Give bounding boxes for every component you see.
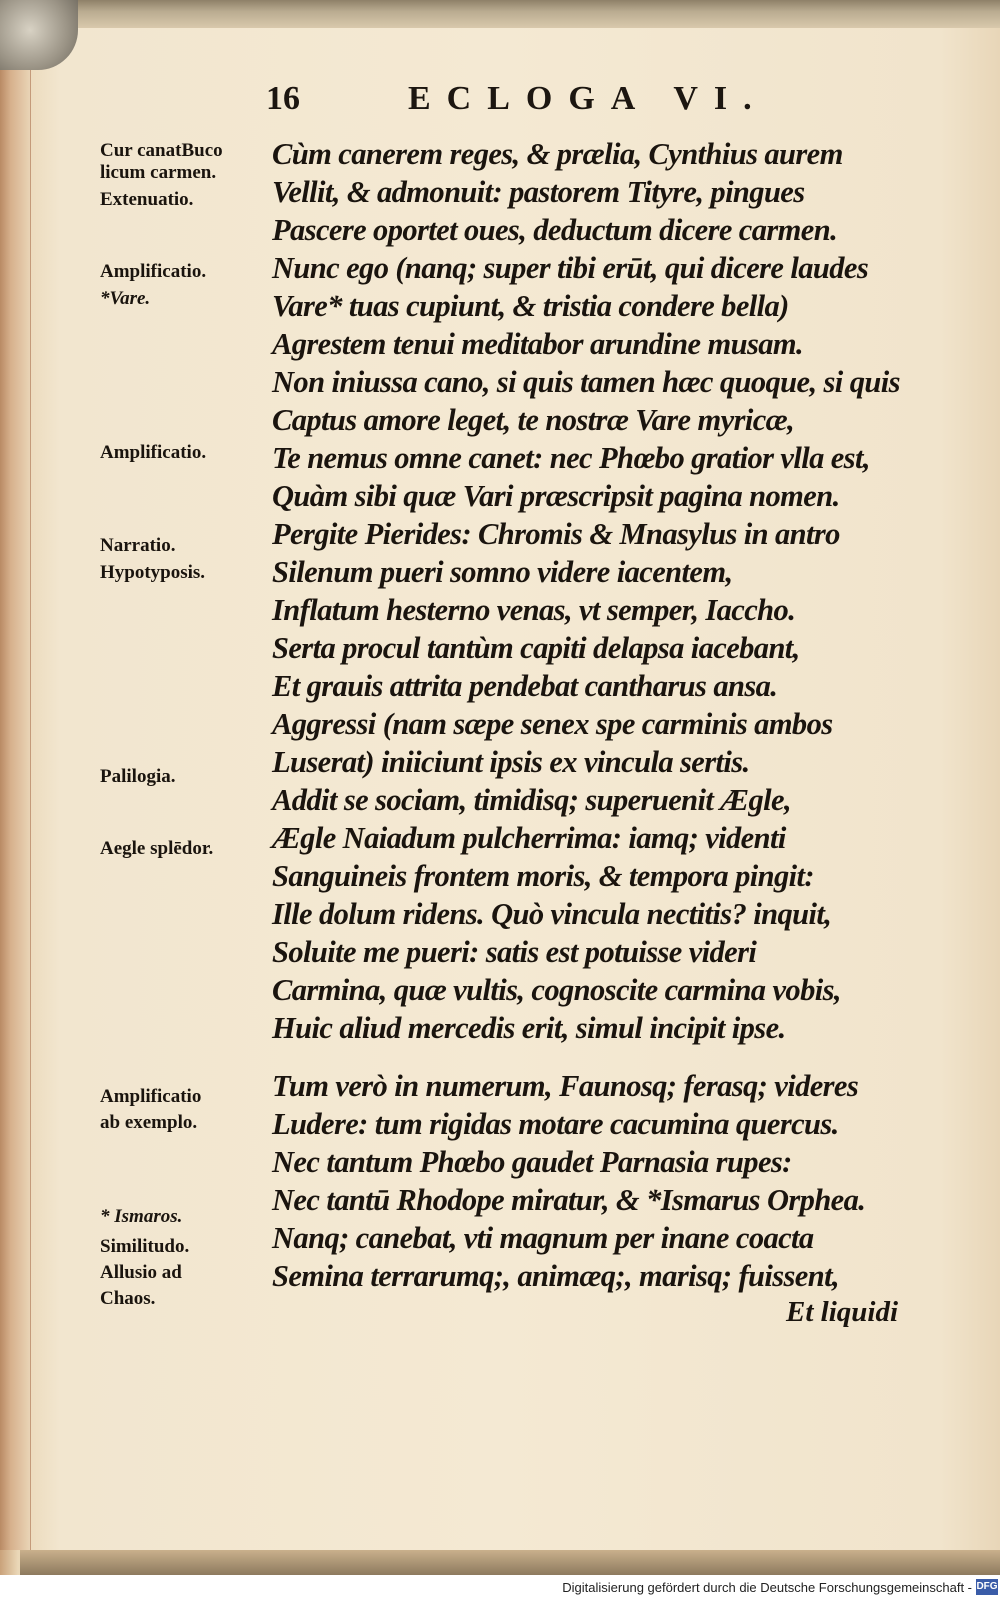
verse-line: Ægle Naiadum pulcherrima: iamq; videnti: [272, 821, 786, 855]
page-top-edge: [30, 0, 1000, 28]
margin-note: Hypotyposis.: [100, 562, 206, 583]
verse-line: Non iniussa cano, si quis tamen hæc quoque, si quis: [272, 365, 900, 399]
verse-line: Vellit, & admonuit: pastorem Tityre, pingues: [272, 175, 805, 209]
digitization-footer: [0, 1575, 1000, 1600]
verse-line: Ille dolum ridens. Quò vincula nectitis? inquit,: [272, 897, 832, 931]
page-gutter-edge: [0, 30, 31, 1550]
verse-line: Agrestem tenui meditabor arundine musam.: [272, 327, 804, 361]
verse-line: Semina terrarumq;, animæq;, marisq; fuissent,: [272, 1259, 839, 1293]
margin-note: ab exemplo.: [100, 1112, 198, 1133]
verse-line: Vare* tuas cupiunt, & tristia condere bella): [272, 289, 789, 323]
verse-line: Quàm sibi quæ Vari præscripsit pagina nomen.: [272, 479, 840, 513]
header-title: ECLOGA VI.: [408, 80, 768, 117]
verse-line: Carmina, quæ vultis, cognoscite carmina vobis,: [272, 973, 841, 1007]
verse-line: Te nemus omne canet: nec Phœbo gratior vlla est,: [272, 441, 870, 475]
margin-note: * Ismaros.: [100, 1206, 183, 1227]
verse-line: Et grauis attrita pendebat cantharus ansa.: [272, 669, 778, 703]
verse-line: Addit se sociam, timidisq; superuenit Ægle,: [272, 783, 791, 817]
verse-line: Ludere: tum rigidas motare cacumina quercus.: [272, 1107, 839, 1141]
margin-note: Extenuatio.: [100, 189, 194, 210]
verse-line: Nanq; canebat, vti magnum per inane coacta: [272, 1221, 814, 1255]
margin-note: licum carmen.: [100, 162, 217, 183]
verse-line: Captus amore leget, te nostræ Vare myricæ,: [272, 403, 795, 437]
margin-note: Amplificatio.: [100, 442, 207, 463]
verse-line: Cùm canerem reges, & prælia, Cynthius aurem: [272, 137, 843, 171]
verse-line: Nunc ego (nanq; super tibi erūt, qui dicere laudes: [272, 251, 869, 285]
margin-note: Amplificatio.: [100, 261, 207, 282]
margin-note: Palilogia.: [100, 766, 176, 787]
margin-note: Chaos.: [100, 1288, 156, 1309]
verse-line: Luserat) iniiciunt ipsis ex vincula sertis.: [272, 745, 750, 779]
margin-note: Narratio.: [100, 535, 176, 556]
margin-note: Allusio ad: [100, 1262, 182, 1283]
verse-line: Sanguineis frontem moris, & tempora pingit:: [272, 859, 814, 893]
page-number: 16: [266, 80, 300, 117]
verse-line: Tum verò in numerum, Faunosq; ferasq; videres: [272, 1069, 859, 1103]
verse-line: Soluite me pueri: satis est potuisse videri: [272, 935, 757, 969]
verse-line: Aggressi (nam sæpe senex spe carminis ambos: [272, 707, 833, 741]
dfg-logo: DFG: [976, 1579, 998, 1595]
footer-credit: Digitalisierung gefördert durch die Deutsche Forschungsgemeinschaft -: [562, 1580, 972, 1595]
margin-note: Aegle splēdor.: [100, 838, 214, 859]
verse-line: Huic aliud mercedis erit, simul incipit ipse.: [272, 1011, 786, 1045]
margin-note: Cur canatBuco: [100, 140, 223, 161]
verse-line: Inflatum hesterno venas, vt semper, Iaccho.: [272, 593, 796, 627]
verse-line: Serta procul tantùm capiti delapsa iacebant,: [272, 631, 800, 665]
verse-line: Pergite Pierides: Chromis & Mnasylus in antro: [272, 517, 840, 551]
page-bottom-edge: [20, 1550, 1000, 1575]
verse-line: Nec tantum Phœbo gaudet Parnasia rupes:: [272, 1145, 792, 1179]
verse-line: Pascere oportet oues, deductum dicere carmen.: [272, 213, 838, 247]
scan-clip: [0, 0, 78, 70]
catchword: Et liquidi: [786, 1296, 899, 1328]
margin-note: Amplificatio: [100, 1086, 202, 1107]
verse-line: Silenum pueri somno videre iacentem,: [272, 555, 733, 589]
running-head: [258, 80, 838, 124]
margin-note: *Vare.: [100, 288, 151, 309]
margin-note: Similitudo.: [100, 1236, 190, 1257]
verse-line: Nec tantū Rhodope miratur, & *Ismarus Orphea.: [272, 1183, 866, 1217]
